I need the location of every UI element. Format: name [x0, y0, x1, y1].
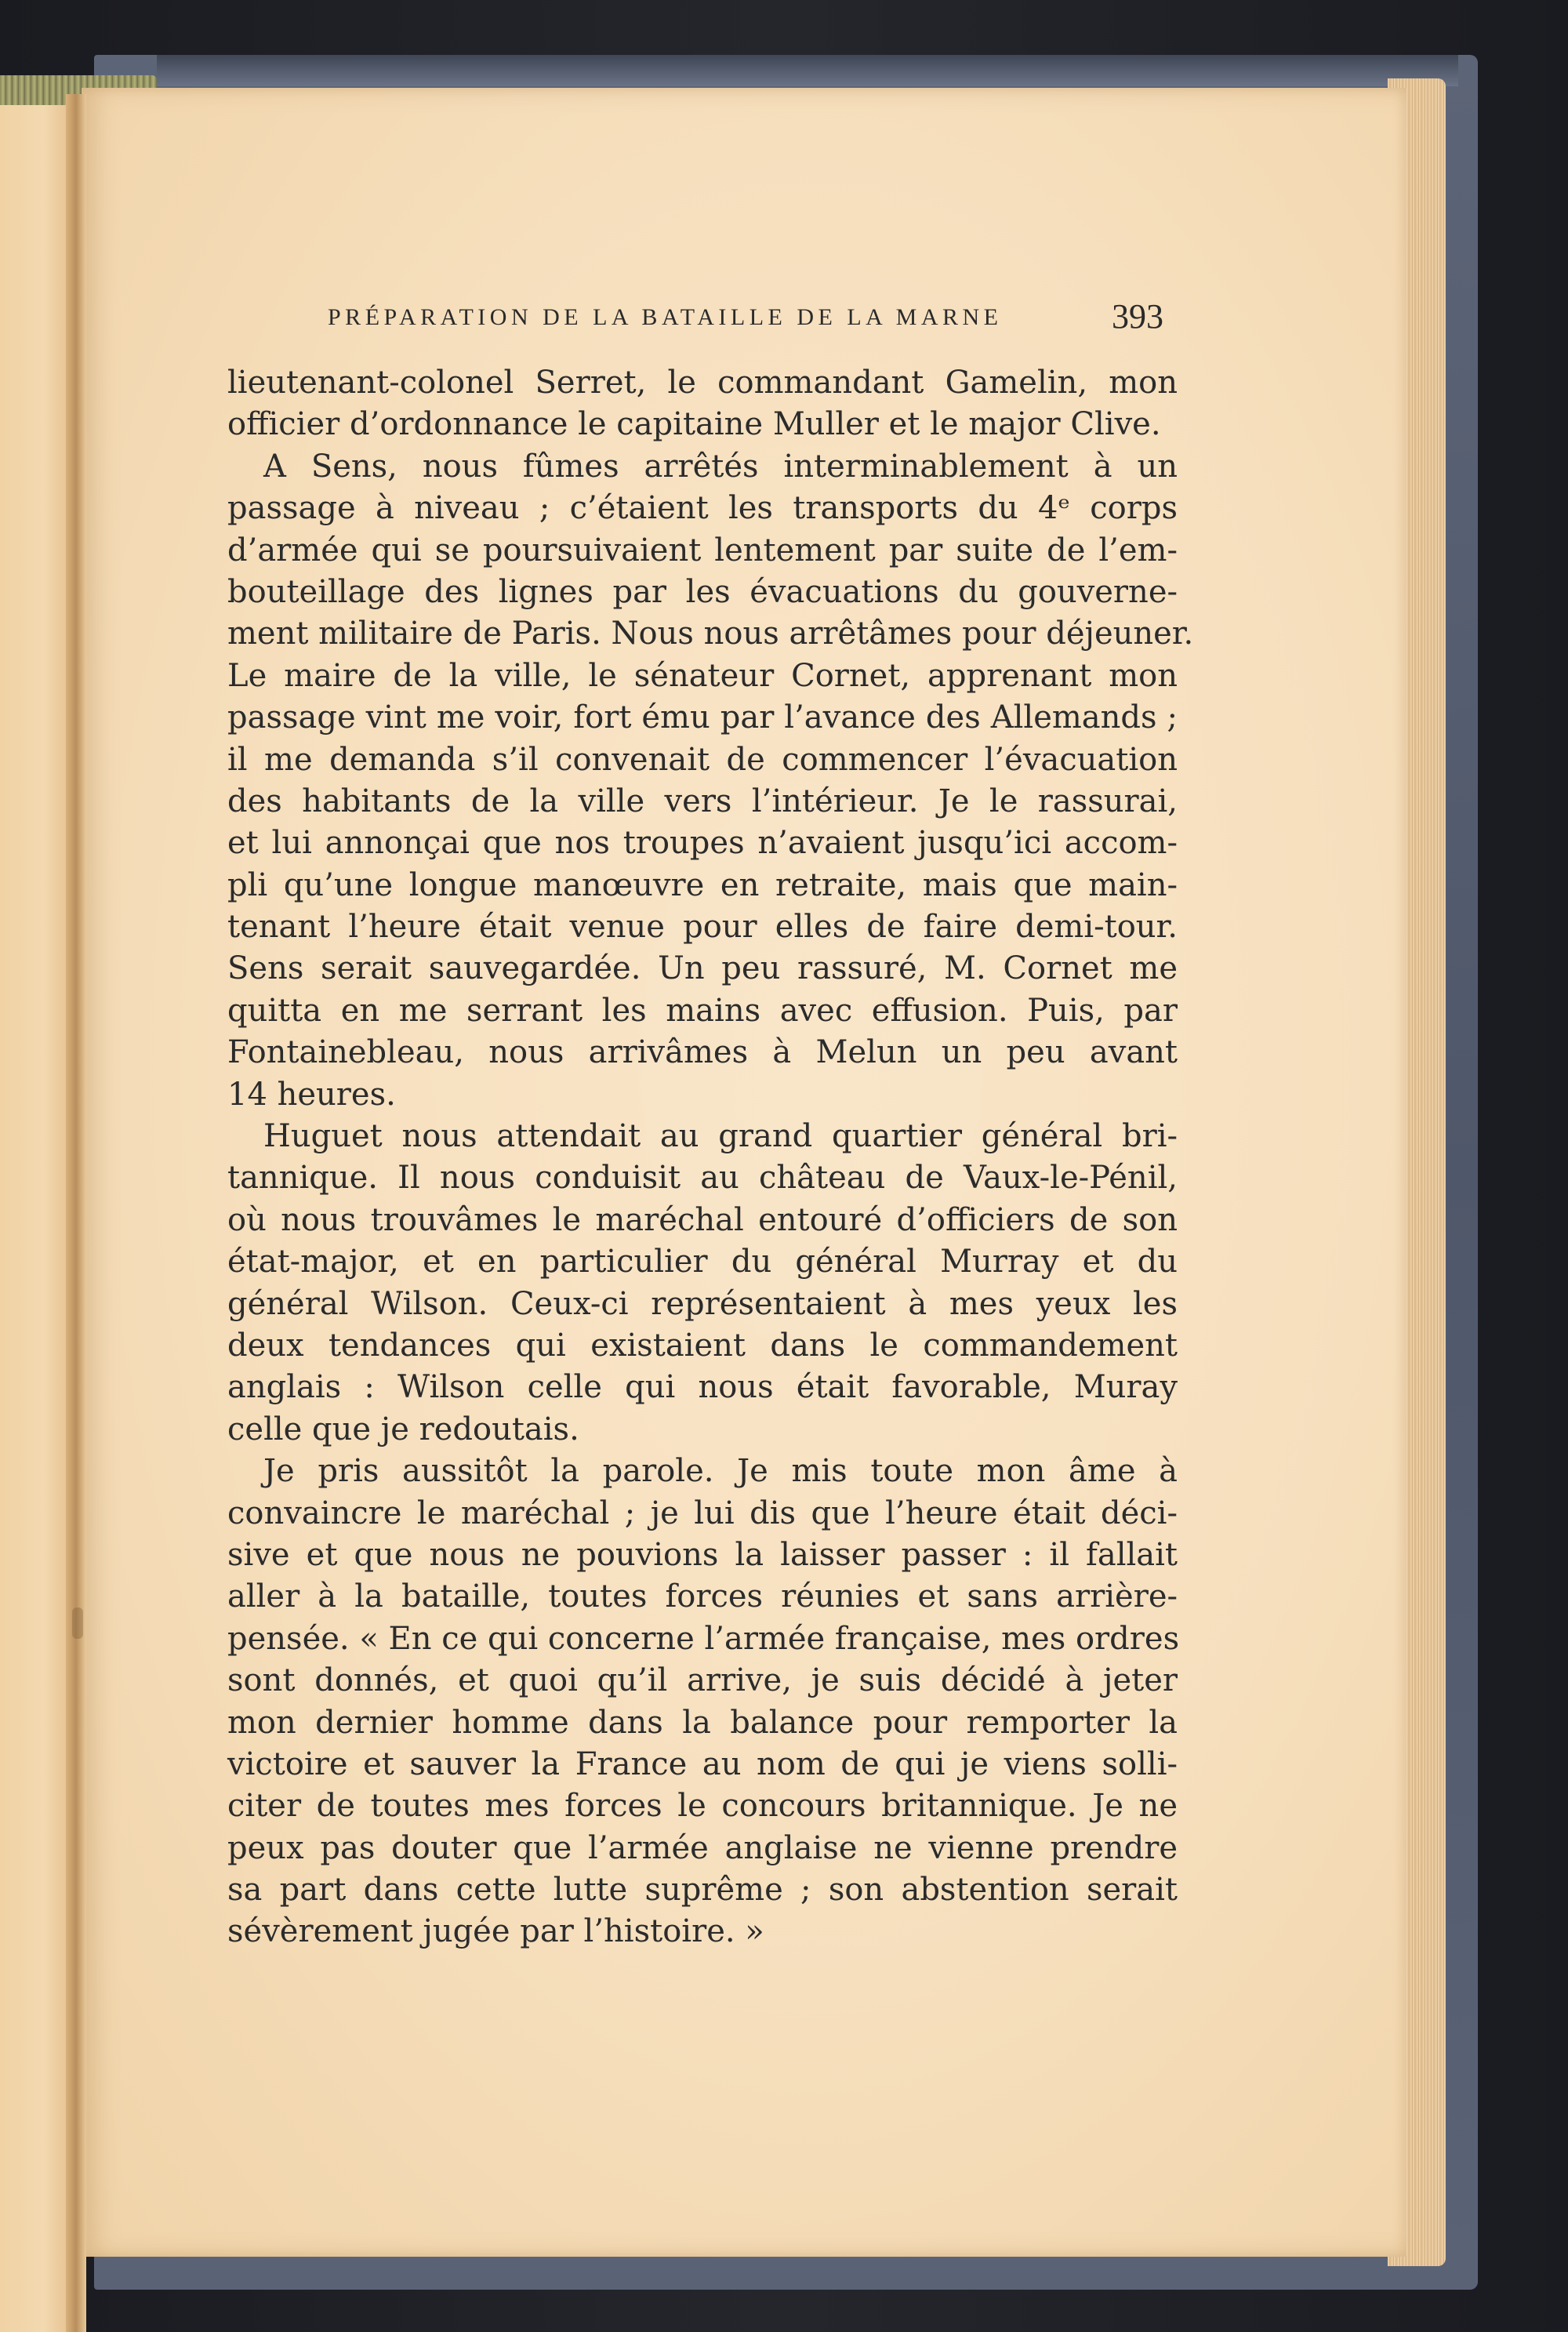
text-line: état-major, et en particulier du général Murray et du — [227, 1244, 1178, 1280]
text-line: quitta en me serrant les mains avec effusion. Puis, par — [227, 992, 1178, 1029]
gutter — [66, 94, 86, 2332]
text-line: Le maire de la ville, le sénateur Cornet, apprenant mon — [227, 657, 1178, 694]
text-line: sévèrement jugée par l’histoire. » — [227, 1913, 764, 1950]
text-line: pli qu’une longue manœuvre en retraite, mais que main- — [227, 866, 1178, 903]
text-line: sive et que nous ne pouvions la laisser passer : il fallait — [227, 1536, 1178, 1573]
text-line: d’armée qui se poursuivaient lentement par suite de l’em- — [227, 532, 1178, 568]
text-line: celle que je redoutais. — [227, 1411, 579, 1448]
text-line: peux pas douter que l’armée anglaise ne vienne prendre — [227, 1829, 1178, 1866]
text-line: mon dernier homme dans la balance pour remporter la — [227, 1704, 1178, 1741]
text-line: Je pris aussitôt la parole. Je mis toute mon âme à — [263, 1453, 1178, 1490]
text-line: et lui annonçai que nos troupes n’avaient jusqu’ici accom- — [227, 825, 1178, 862]
text-line: ment militaire de Paris. Nous nous arrêtâmes pour déjeuner. — [227, 616, 1194, 652]
text-line: tenant l’heure était venue pour elles de faire demi-tour. — [227, 909, 1178, 946]
text-line: où nous trouvâmes le maréchal entouré d’officiers de son — [227, 1201, 1178, 1238]
text-line: Huguet nous attendait au grand quartier général bri- — [263, 1118, 1178, 1155]
text-line: il me demanda s’il convenait de commencer l’évacuation — [227, 741, 1178, 778]
text-line: anglais : Wilson celle qui nous était favorable, Muray — [227, 1369, 1178, 1406]
text-line: aller à la bataille, toutes forces réunies et sans arrière- — [227, 1578, 1178, 1615]
text-line: général Wilson. Ceux-ci représentaient à mes yeux les — [227, 1285, 1178, 1322]
text-line: deux tendances qui existaient dans le commandement — [227, 1327, 1178, 1364]
page-wear-mark — [72, 1607, 83, 1639]
text-line: convaincre le maréchal ; je lui dis que l’heure était déci- — [227, 1495, 1178, 1531]
text-line: officier d’ordonnance le capitaine Muller et le major Clive. — [227, 406, 1161, 443]
text-line: victoire et sauver la France au nom de qui je viens solli- — [227, 1745, 1178, 1782]
text-line: Fontainebleau, nous arrivâmes à Melun un peu avant — [227, 1034, 1178, 1071]
text-line: lieutenant-colonel Serret, le commandant Gamelin, mon — [227, 365, 1178, 401]
body-text — [227, 362, 1194, 1953]
text-line: tannique. Il nous conduisit au château de Vaux-le-Pénil, — [227, 1160, 1178, 1197]
text-line: passage à niveau ; c’étaient les transports du 4ᵉ corps — [227, 490, 1178, 527]
text-line: citer de toutes mes forces le concours britannique. Je ne — [227, 1788, 1178, 1825]
text-line: pensée. « En ce qui concerne l’armée française, mes ordres — [227, 1620, 1180, 1657]
text-line: sa part dans cette lutte suprême ; son abstention serait — [227, 1872, 1178, 1909]
cover-top-edge — [157, 55, 1458, 86]
text-line: bouteillage des lignes par les évacuations du gouverne- — [227, 573, 1178, 610]
page-number: 393 — [1112, 297, 1163, 336]
text-line: sont donnés, et quoi qu’il arrive, je suis décidé à jeter — [227, 1662, 1178, 1699]
text-line: passage vint me voir, fort ému par l’avance des Allemands ; — [227, 699, 1178, 736]
text-line: des habitants de la ville vers l’intérieur. Je le rassurai, — [227, 783, 1178, 819]
running-head: PRÉPARATION DE LA BATAILLE DE LA MARNE — [328, 304, 1003, 330]
text-line: A Sens, nous fûmes arrêtés interminablement à un — [263, 448, 1178, 485]
text-line: 14 heures. — [227, 1076, 396, 1113]
left-page-edge — [0, 105, 72, 2332]
text-line: Sens serait sauvegardée. Un peu rassuré, M. Cornet me — [227, 950, 1178, 987]
